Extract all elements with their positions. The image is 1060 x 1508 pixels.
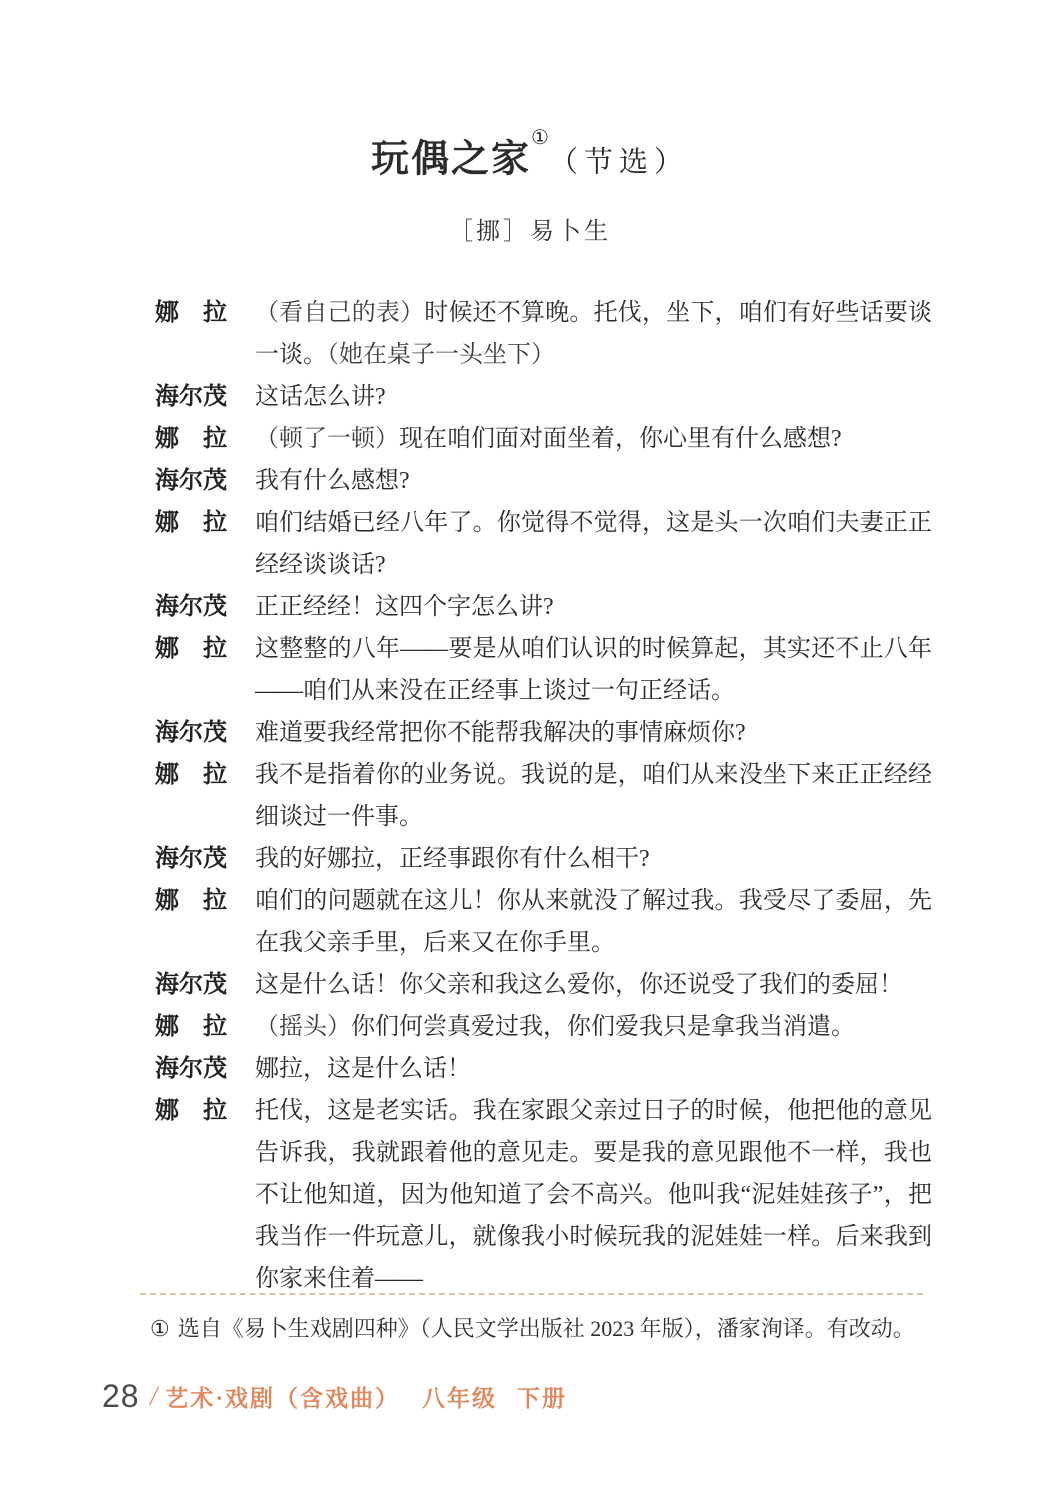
footnote	[150, 1312, 930, 1346]
speech-text	[255, 502, 932, 586]
speech-row	[155, 1048, 932, 1090]
speech-row	[155, 880, 932, 964]
speech-text	[255, 460, 932, 502]
stage-direction: （摇头）	[255, 1013, 351, 1040]
speech-text	[255, 754, 932, 838]
speech-line: 这整整的八年——要是从咱们认识的时候算起，其实还不止八年——咱们从来没在正经事上谈过一句正经话。	[255, 635, 932, 704]
speaker-name: 海尔茂	[155, 382, 227, 410]
speaker-name: 娜 拉	[155, 886, 227, 914]
footer-grade: 八年级	[422, 1386, 498, 1411]
speaker-name: 娜 拉	[155, 760, 227, 788]
speech-line: 这话怎么讲?	[255, 383, 386, 410]
speaker-name: 海尔茂	[155, 592, 227, 620]
speaker-name: 娜 拉	[155, 1012, 227, 1040]
page-title	[0, 0, 1060, 187]
dialogue-list	[155, 292, 932, 1300]
speech-line: 现在咱们面对面坐着，你心里有什么感想?	[399, 425, 842, 452]
speaker-name: 娜 拉	[155, 1096, 227, 1124]
speech-line: 咱们结婚已经八年了。你觉得不觉得，这是头一次咱们夫妻正正经经谈谈话?	[255, 509, 932, 578]
speech-row	[155, 628, 932, 712]
speaker-name: 海尔茂	[155, 970, 227, 998]
speech-line: 时候还不算晚。托伐，坐下，咱们有好些话要谈一谈。	[255, 299, 932, 368]
stage-direction: （看自己的表）	[255, 299, 425, 326]
speech-row	[155, 460, 932, 502]
speaker-name: 娜 拉	[155, 508, 227, 536]
speaker-name: 海尔茂	[155, 466, 227, 494]
speech-line: 我有什么感想?	[255, 467, 410, 494]
speech-row	[155, 418, 932, 460]
speech-text	[255, 880, 932, 964]
speech-row	[155, 502, 932, 586]
speech-line: 娜拉，这是什么话！	[255, 1055, 471, 1082]
speech-row	[155, 1006, 932, 1048]
speech-text	[255, 1048, 932, 1090]
speech-text	[255, 964, 932, 1006]
speech-text	[255, 628, 932, 712]
speaker-name: 娜 拉	[155, 424, 227, 452]
stage-direction: （她在桌子一头坐下）	[327, 341, 555, 368]
footnote-mark: ①	[150, 1316, 170, 1341]
speech-line: 你们何尝真爱过我，你们爱我只是拿我当消遣。	[351, 1013, 855, 1040]
title-suffix: （节选）	[548, 146, 689, 179]
speech-text	[255, 418, 932, 460]
speech-text	[255, 376, 932, 418]
title-footnote-mark: ①	[531, 127, 549, 149]
speech-row	[155, 376, 932, 418]
speaker-name: 海尔茂	[155, 844, 227, 872]
speech-line: 难道要我经常把你不能帮我解决的事情麻烦你?	[255, 719, 746, 746]
speech-row	[155, 292, 932, 376]
speech-text	[255, 586, 932, 628]
speaker-name: 海尔茂	[155, 1054, 227, 1082]
title-main: 玩偶之家	[371, 138, 532, 181]
speech-line: 咱们的问题就在这儿！你从来就没了解过我。我受尽了委屈，先在我父亲手里，后来又在你手里。	[255, 887, 932, 956]
speech-text	[255, 292, 932, 376]
speech-row	[155, 712, 932, 754]
speech-line: 托伐，这是老实话。我在家跟父亲过日子的时候，他把他的意见告诉我，我就跟着他的意见走。要是我的意见跟他不一样，我也不让他知道，因为他知道了会不高兴。他叫我“泥娃娃孩子”，把我当作一件玩意儿，就像我小时候玩我的泥娃娃一样。后来我到你家来住着——	[255, 1097, 932, 1292]
footnote-divider	[140, 1293, 923, 1295]
speech-line: 我不是指着你的业务说。我说的是，咱们从来没坐下来正正经经细谈过一件事。	[255, 761, 932, 830]
page-number: 28	[102, 1378, 140, 1414]
speech-line: 正正经经！这四个字怎么讲?	[255, 593, 554, 620]
speech-line: 我的好娜拉，正经事跟你有什么相干?	[255, 845, 650, 872]
speaker-name: 娜 拉	[155, 634, 227, 662]
speech-text	[255, 1090, 932, 1300]
speech-row	[155, 754, 932, 838]
footer-slash: /	[147, 1380, 160, 1412]
speech-row	[155, 586, 932, 628]
speech-row	[155, 1090, 932, 1300]
stage-direction: （顿了一顿）	[255, 425, 399, 452]
speech-text	[255, 1006, 932, 1048]
page-footer	[102, 1378, 567, 1415]
speech-row	[155, 838, 932, 880]
speech-text	[255, 712, 932, 754]
footnote-text: 选自《易卜生戏剧四种》（人民文学出版社 2023 年版），潘家洵译。有改动。	[177, 1316, 915, 1341]
speaker-name: 海尔茂	[155, 718, 227, 746]
author-line: ［挪］易卜生	[449, 218, 611, 245]
speech-line: 这是什么话！你父亲和我这么爱你，你还说受了我们的委屈！	[255, 971, 903, 998]
footer-course-title: 艺术·戏剧（含戏曲）	[165, 1386, 401, 1411]
speech-text	[255, 838, 932, 880]
speech-row	[155, 964, 932, 1006]
speaker-name: 娜 拉	[155, 298, 227, 326]
footer-volume: 下册	[517, 1386, 568, 1411]
